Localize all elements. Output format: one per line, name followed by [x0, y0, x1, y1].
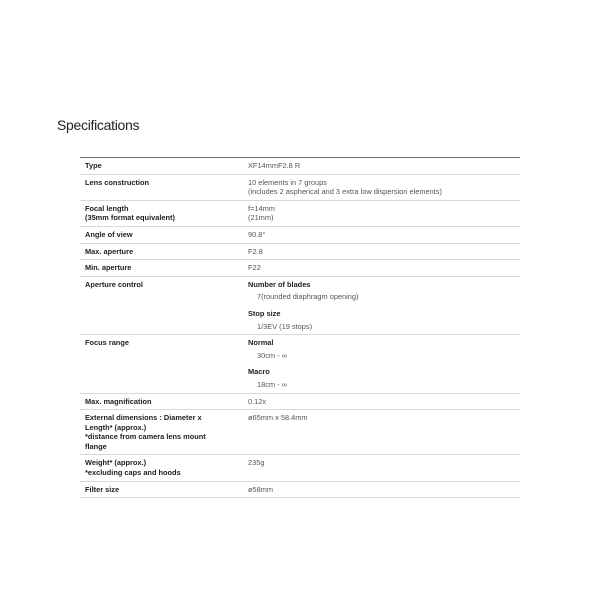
- weight-label-line-1: Weight* (approx.): [85, 458, 147, 468]
- spec-label-max-magnification: Max. magnification: [80, 393, 240, 410]
- macro-subtitle: Macro: [248, 367, 270, 377]
- normal-value: 30cm - ∞: [257, 350, 287, 360]
- spec-value-lens-construction: [240, 174, 520, 200]
- spec-value-min-aperture: F22: [240, 260, 520, 277]
- focal-length-label-line-2: (35mm format equivalent): [85, 213, 175, 223]
- focal-length-label-line-1: Focal length: [85, 203, 129, 213]
- normal-subtitle: Normal: [248, 338, 274, 348]
- spec-row-type: [80, 158, 520, 175]
- focal-length-value-line-1: f=14mm: [248, 203, 275, 213]
- external-dimensions-label-line-3: *distance from camera lens mount: [85, 432, 206, 442]
- spec-label-filter-size: Filter size: [80, 481, 240, 498]
- spec-label-max-aperture: Max. aperture: [80, 243, 240, 260]
- spec-label-weight: [80, 455, 240, 481]
- spec-label-external-dimensions: [80, 410, 240, 455]
- spec-row-focus-range: [80, 335, 520, 393]
- spec-value-weight: 235g: [240, 455, 520, 481]
- spec-value-type: XF14mmF2.8 R: [240, 158, 520, 175]
- spec-row-max-magnification: [80, 393, 520, 410]
- specifications-table: [80, 157, 520, 498]
- stop-size-subtitle: Stop size: [248, 308, 281, 318]
- spec-label-angle-of-view: Angle of view: [80, 226, 240, 243]
- spec-label-type: Type: [80, 158, 240, 175]
- spec-row-filter-size: [80, 481, 520, 498]
- spec-row-min-aperture: [80, 260, 520, 277]
- spec-row-angle-of-view: [80, 226, 520, 243]
- spec-value-filter-size: ø58mm: [240, 481, 520, 498]
- spec-row-lens-construction: [80, 174, 520, 200]
- spec-value-aperture-control: [240, 276, 520, 334]
- spec-label-focal-length: [80, 200, 240, 226]
- spec-value-max-magnification: 0.12x: [240, 393, 520, 410]
- focal-length-value-line-2: (21mm): [248, 213, 274, 223]
- sub-spacer: [248, 360, 520, 367]
- spec-value-max-aperture: F2.8: [240, 243, 520, 260]
- stop-size-value: 1/3EV (19 stops): [257, 321, 313, 331]
- lens-construction-line-2: (includes 2 aspherical and 3 extra low dispersion elements): [248, 187, 442, 197]
- spec-label-focus-range: Focus range: [80, 335, 240, 393]
- spec-row-weight: [80, 455, 520, 481]
- lens-construction-line-1: 10 elements in 7 groups: [248, 177, 327, 187]
- blades-subtitle: Number of blades: [248, 279, 311, 289]
- external-dimensions-label-line-2: Length* (approx.): [85, 422, 147, 432]
- spec-row-max-aperture: [80, 243, 520, 260]
- spec-value-focal-length: [240, 200, 520, 226]
- spec-value-focus-range: [240, 335, 520, 393]
- blades-value: 7(rounded diaphragm opening): [257, 292, 359, 302]
- spec-value-external-dimensions: ø65mm x 58.4mm: [240, 410, 520, 455]
- spec-row-aperture-control: [80, 276, 520, 334]
- macro-value: 18cm - ∞: [257, 379, 287, 389]
- spec-label-min-aperture: Min. aperture: [80, 260, 240, 277]
- spec-row-focal-length: [80, 200, 520, 226]
- page-title: Specifications: [57, 117, 140, 133]
- spec-value-angle-of-view: 90.8°: [240, 226, 520, 243]
- sub-spacer: [248, 302, 520, 309]
- spec-row-external-dimensions: [80, 410, 520, 455]
- weight-label-line-2: *excluding caps and hoods: [85, 468, 181, 478]
- external-dimensions-label-line-4: flange: [85, 441, 107, 451]
- spec-label-lens-construction: Lens construction: [80, 174, 240, 200]
- external-dimensions-label-line-1: External dimensions : Diameter x: [85, 413, 202, 423]
- spec-label-aperture-control: Aperture control: [80, 276, 240, 334]
